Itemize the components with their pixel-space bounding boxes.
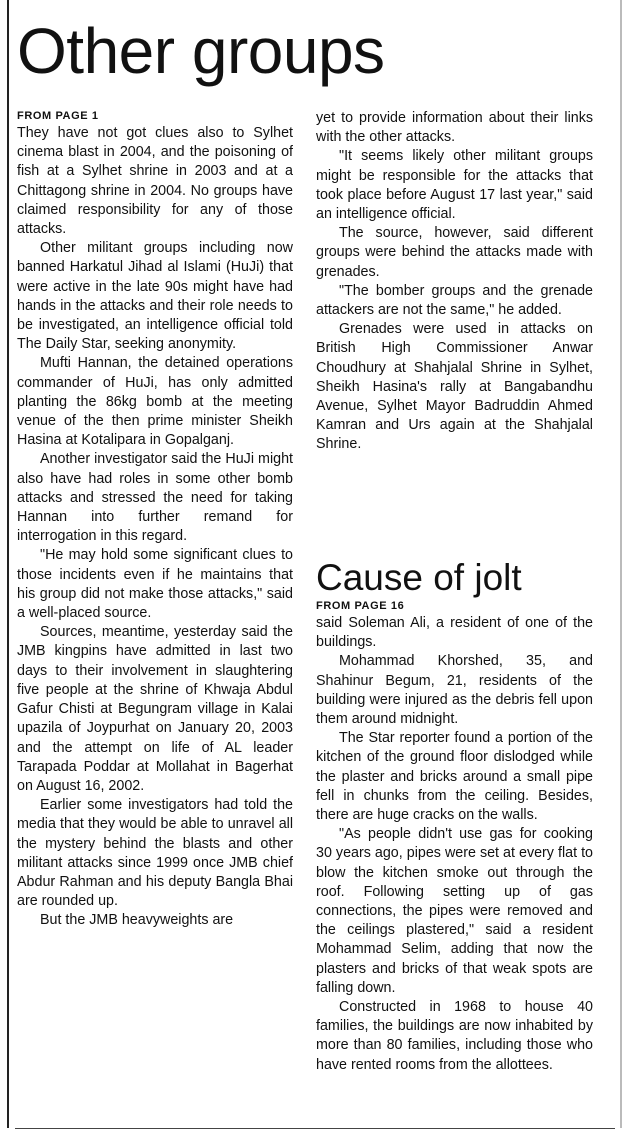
paragraph: "As people didn't use gas for cooking 30 years ago, pipes were set at every flat to blow the kitchen smoke out through the roof. Following setting up of gas connections, the pipes were removed and the ceilings plastered," said a resident Mohammad Selim, adding that now the plasters and bricks of that weak spots are falling down. (316, 826, 593, 996)
paragraph: Another investigator said the HuJi might also have had roles in some other bomb attacks and stressed the need for taking Hannan into further remand for interrogation in this regard. (17, 451, 293, 545)
headline-other-groups: Other groups (17, 15, 385, 87)
paragraph: said Soleman Ali, a resident of one of the buildings. (316, 615, 593, 651)
story1-column-1 (17, 110, 293, 931)
story1-kicker: FROM PAGE 1 (17, 110, 99, 122)
right-edge-rule (620, 0, 622, 1128)
paragraph: Mufti Hannan, the detained operations commander of HuJi, has only admitted planting the 86kg bomb at the meeting venue of the then prime minister Sheikh Hasina at Kotalipara in Gopalganj. (17, 355, 293, 449)
bottom-rule (15, 1128, 615, 1129)
paragraph: The Star reporter found a portion of the kitchen of the ground floor dislodged while the plaster and bricks around a small pipe fell in chunks from the ceiling. Besides, there are huge cracks on the walls. (316, 730, 593, 824)
story1-column-2 (316, 109, 593, 455)
paragraph: Mohammad Khorshed, 35, and Shahinur Begum, 21, residents of the building were injured as the debris fell upon them around midnight. (316, 653, 593, 728)
paragraph: Sources, meantime, yesterday said the JMB kingpins have admitted in last two days to their involvement in slaughtering five people at the shrine of Khwaja Abdul Gafur Chisti at Begungram village in Kalai upazila of Joypurhat on January 20, 2003 and the attempt on life of AL leader Tarapada Poddar at Mollahat in Bagerhat on August 16, 2002. (17, 624, 293, 794)
paragraph: But the JMB heavyweights are (40, 912, 234, 929)
paragraph: Constructed in 1968 to house 40 families, the buildings are now inhabited by more than 80 families, including those who have rented rooms from the allottees. (316, 999, 593, 1073)
paragraph: "He may hold some significant clues to those incidents even if he maintains that his group did not make those attacks," said a well-placed source. (17, 547, 293, 622)
headline-cause-of-jolt: Cause of jolt (316, 557, 522, 598)
paragraph: Other militant groups including now banned Harkatul Jihad al Islami (HuJi) that were active in the late 90s might have had hands in the attacks and their role needs to be investigated, an intelligence official told The Daily Star, seeking anonymity. (17, 240, 293, 353)
story2-column (316, 600, 593, 1075)
paragraph: The source, however, said different groups were behind the attacks made with grenades. (316, 225, 593, 280)
paragraph: They have not got clues also to Sylhet cinema blast in 2004, and the poisoning of fish at a Sylhet shrine in 2003 and at a Chittagong shrine in 2004. No groups have claimed responsibility for any of those attacks. (17, 125, 293, 238)
paragraph: "It seems likely other militant groups might be responsible for the attacks that took place before August 17 last year," said an intelligence official. (316, 148, 593, 223)
paragraph: yet to provide information about their links with the other attacks. (316, 110, 593, 146)
paragraph: Earlier some investigators had told the media that they would be able to unravel all the mystery behind the blasts and other militant attacks since 1999 once JMB chief Abdur Rahman and his deputy Bangla Bhai are rounded up. (17, 797, 293, 910)
story2-kicker: FROM PAGE 16 (316, 600, 405, 612)
left-column-rule (7, 0, 9, 1128)
paragraph: Grenades were used in attacks on British High Commissioner Anwar Choudhury at Shahjalal Shrine in Sylhet, Sheikh Hasina's rally at Bangabandhu Avenue, Sylhet Mayor Badruddin Ahmed Kamran and Urs again at the Shahjalal Shrine. (316, 321, 593, 453)
paragraph: "The bomber groups and the grenade attackers are not the same," he added. (316, 282, 593, 319)
